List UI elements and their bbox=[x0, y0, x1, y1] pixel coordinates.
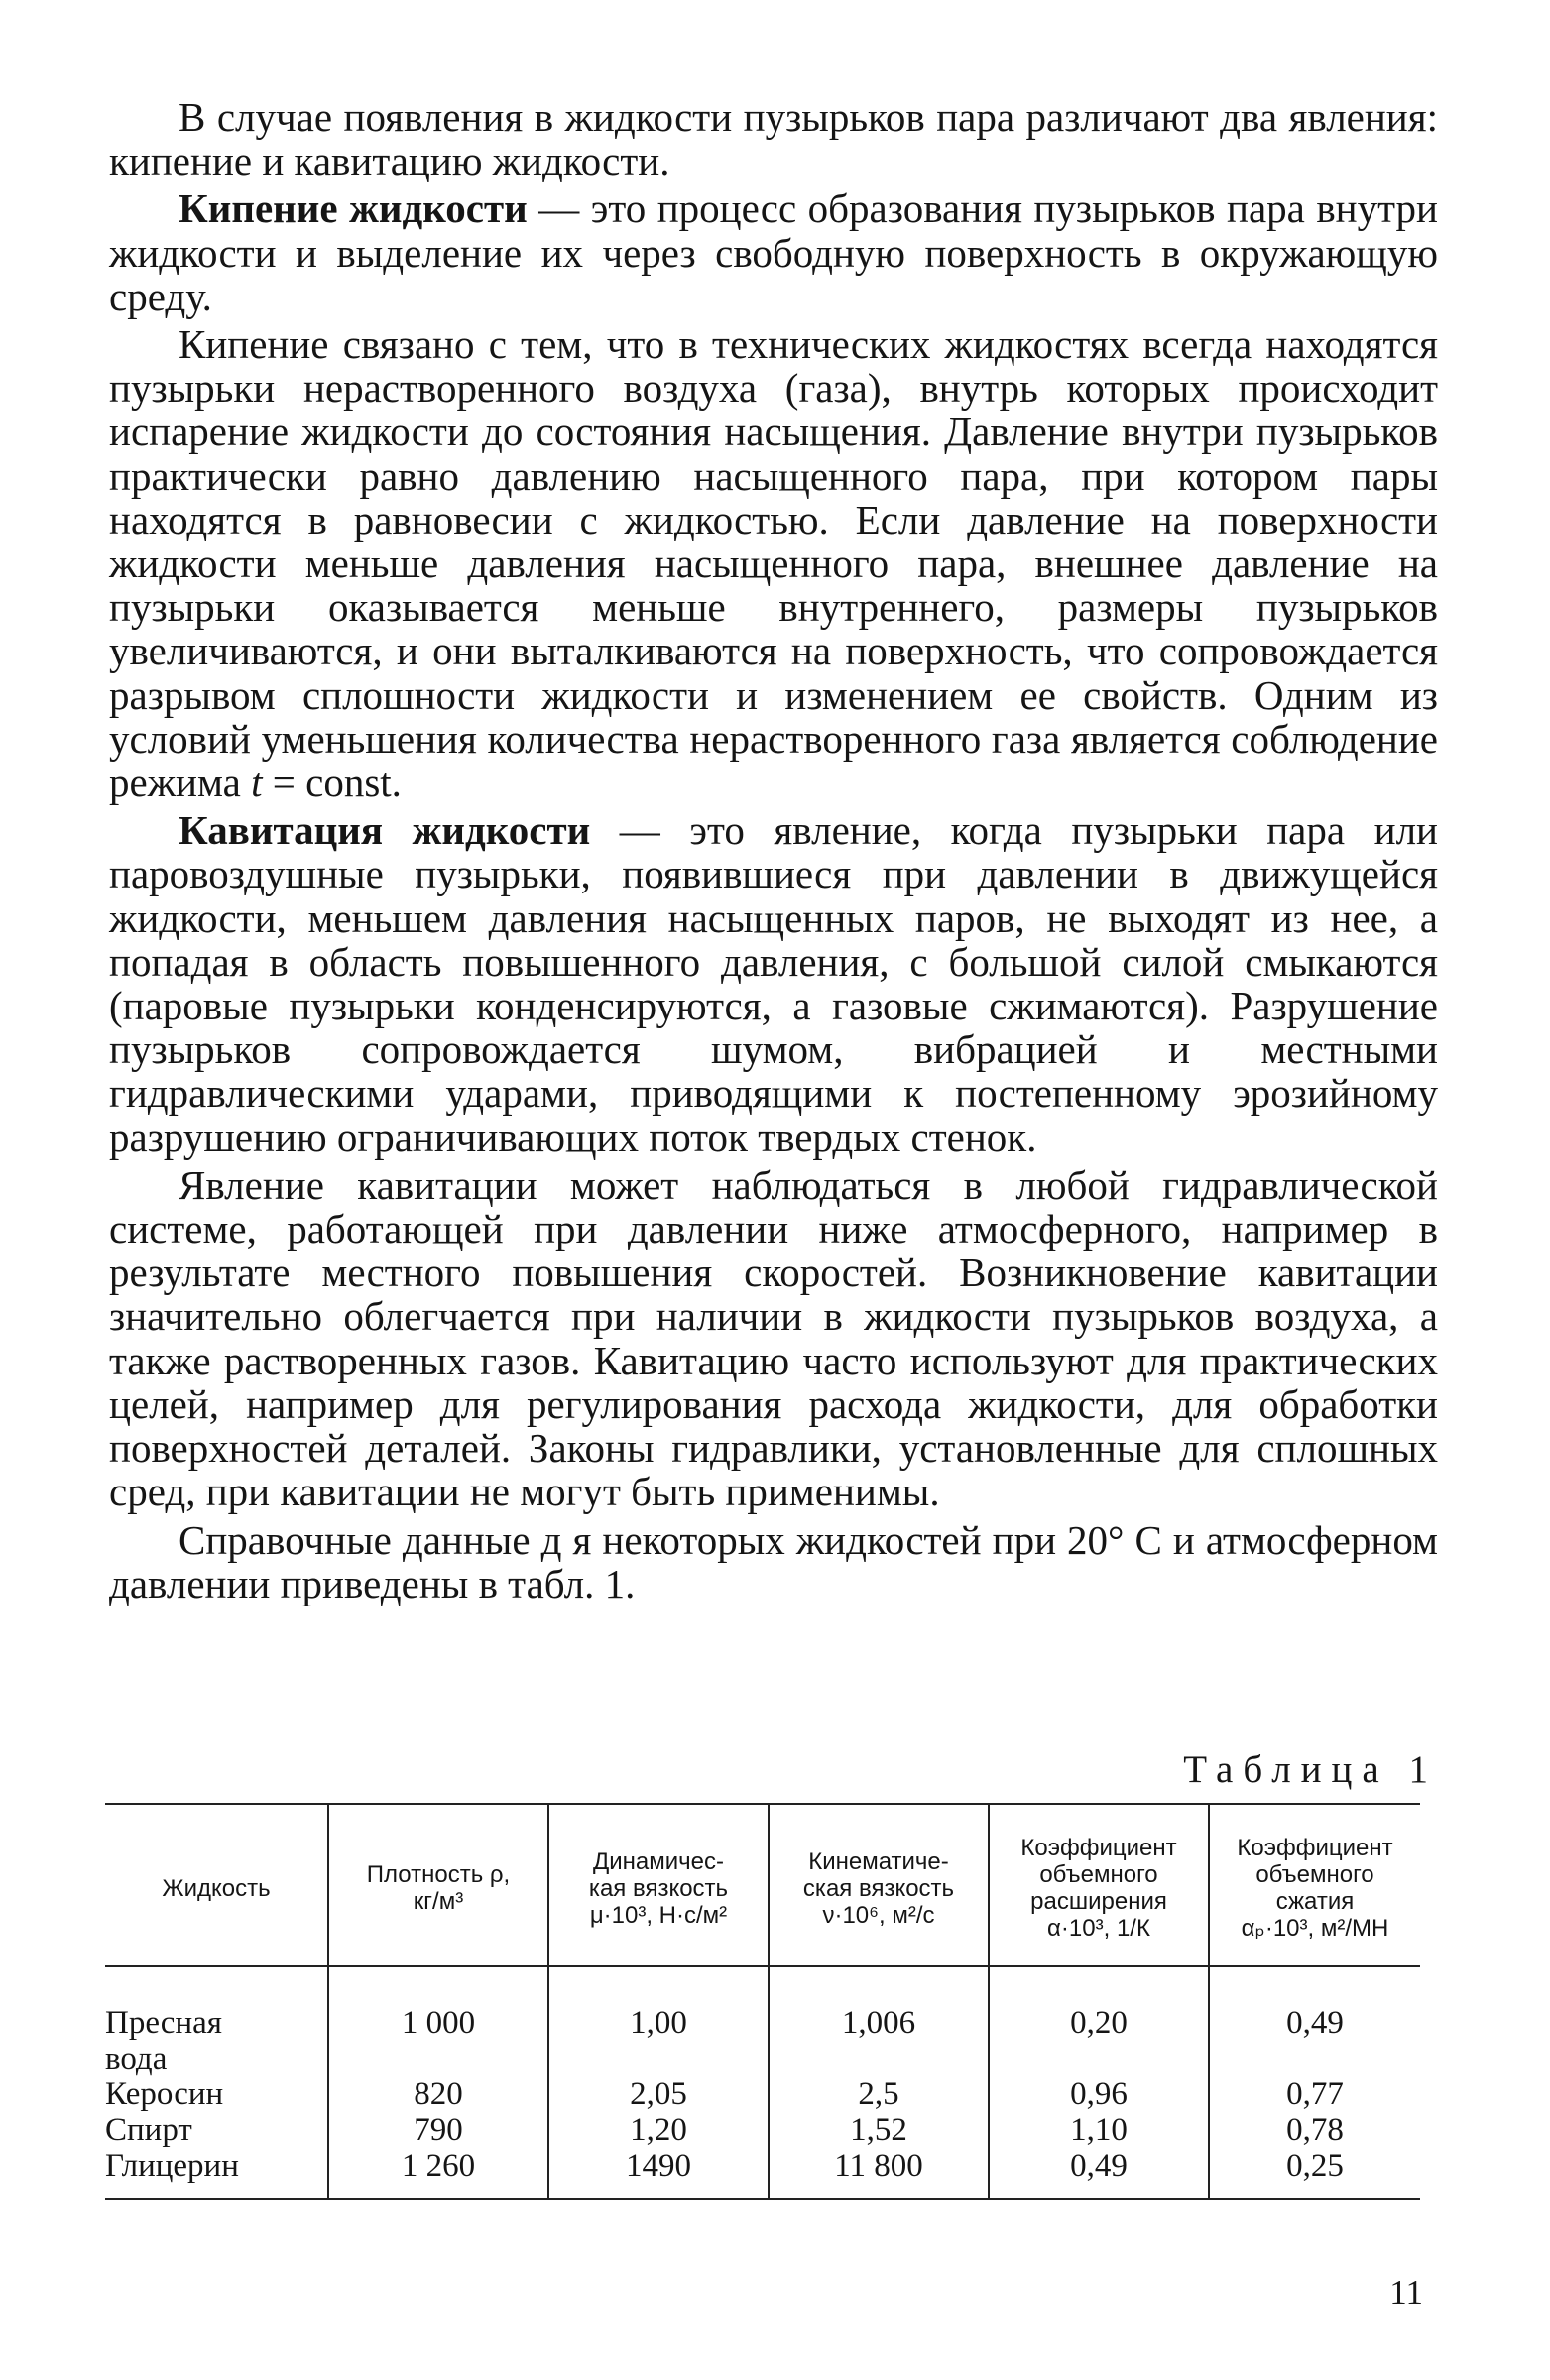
paragraph-cavitation-definition bbox=[109, 808, 1438, 1159]
table-header-row bbox=[105, 1804, 1420, 1966]
header-exp-line1: Коэффициент bbox=[1020, 1835, 1177, 1861]
cell-density: 1 000 bbox=[328, 1966, 548, 2077]
cell-dynamic-viscosity: 1,20 bbox=[548, 2112, 769, 2148]
page-number: 11 bbox=[1389, 2273, 1423, 2312]
table-row bbox=[105, 2077, 1420, 2112]
cell-dynamic-viscosity: 1490 bbox=[548, 2148, 769, 2199]
header-kin-line1: Кинематиче- bbox=[808, 1847, 949, 1875]
liquid-name-line2: вода bbox=[105, 2041, 168, 2077]
header-exp-line3: расширения bbox=[1030, 1888, 1167, 1915]
page-body bbox=[109, 95, 1438, 1609]
paragraph-boiling-explanation bbox=[109, 322, 1438, 804]
header-dyn-line2: кая вязкость bbox=[588, 1874, 729, 1902]
header-liquid-text: Жидкость bbox=[162, 1874, 271, 1902]
table-row bbox=[105, 2112, 1420, 2148]
liquid-name-line1: Пресная bbox=[105, 2005, 222, 2041]
header-comp-line1: Коэффициент bbox=[1237, 1835, 1393, 1861]
paragraph-2-text: — это процесс образования пузырьков пара внутри жидкости и выделение их через свободную поверхность в окружающую среду. bbox=[109, 185, 1438, 319]
cell-kinematic-viscosity: 11 800 bbox=[769, 2148, 989, 2199]
cell-liquid-name: Керосин bbox=[105, 2077, 224, 2112]
paragraph-1-text: В случае появления в жидкости пузырьков пара различают два явления: кипение и кавитацию жидкости. bbox=[109, 94, 1438, 184]
cell-dynamic-viscosity: 1,00 bbox=[548, 1966, 769, 2077]
term-boiling: Кипение жидкости bbox=[179, 185, 528, 232]
paragraph-4-text: — это явление, когда пузырьки пара или паровоздушные пузырьки, появившиеся при давлении в движущейся жидкости, меньшем давления насыщенных паров, не выходят из нее, а попадая в область повышенного давления, с большой силой смыкаются (паровые пузырьки конденсируются, а газовые сжимаются). Разрушение пузырьков сопровождается шумом, вибрацией и местными гидравлическими ударами, приводящими к постепенному эрозийному разрушению ограничивающих поток твердых стенок. bbox=[109, 807, 1438, 1160]
header-kin-line2: ская вязкость bbox=[802, 1874, 955, 1902]
cell-expansion-coefficient: 0,20 bbox=[989, 1966, 1209, 2077]
variable-t: t bbox=[251, 760, 263, 806]
table-caption: Таблица 1 bbox=[1183, 1748, 1438, 1791]
header-expansion-coefficient bbox=[989, 1804, 1209, 1966]
cell-compression-coefficient: 0,49 bbox=[1209, 1966, 1420, 2077]
header-dyn-line3: μ·10³, Н·с/м² bbox=[589, 1901, 728, 1929]
cell-compression-coefficient: 0,77 bbox=[1209, 2077, 1420, 2112]
paragraph-table-reference bbox=[109, 1518, 1438, 1606]
header-kin-line3: ν·10⁶, м²/с bbox=[822, 1901, 935, 1929]
cell-kinematic-viscosity: 1,52 bbox=[769, 2112, 989, 2148]
header-kinematic-viscosity bbox=[769, 1804, 989, 1966]
cell-compression-coefficient: 0,25 bbox=[1209, 2148, 1420, 2199]
paragraph-6-text: Справочные данные д я некоторых жидкостей при 20° С и атмосферном давлении приведены в табл. 1. bbox=[109, 1516, 1438, 1606]
paragraph-1 bbox=[109, 95, 1438, 182]
liquids-table-container bbox=[105, 1803, 1420, 2200]
cell-kinematic-viscosity: 1,006 bbox=[769, 1966, 989, 2077]
liquids-properties-table bbox=[105, 1803, 1420, 2200]
paragraph-3-text-b: = const. bbox=[262, 760, 402, 806]
header-comp-line3: сжатия bbox=[1275, 1888, 1355, 1915]
header-exp-line4: α·10³, 1/К bbox=[1047, 1915, 1150, 1942]
paragraph-cavitation-usage bbox=[109, 1163, 1438, 1514]
cell-liquid-name: Глицерин bbox=[105, 2148, 328, 2199]
cell-liquid-name bbox=[105, 1966, 328, 2077]
cell-expansion-coefficient: 0,96 bbox=[989, 2077, 1209, 2112]
cell-kinematic-viscosity: 2,5 bbox=[769, 2077, 989, 2112]
table-row bbox=[105, 2148, 1420, 2199]
table-row bbox=[105, 1966, 1420, 2077]
cell-density: 820 bbox=[328, 2077, 548, 2112]
cell-dynamic-viscosity: 2,05 bbox=[548, 2077, 769, 2112]
paragraph-3-text-a: Кипение связано с тем, что в технических жидкостях всегда находятся пузырьки нерастворенного воздуха (газа), внутрь которых происходит испарение жидкости до состояния насыщения. Давление внутри пузырьков практически равно давлению насыщенного пара, при котором пары находятся в равновесии с жидкостью. Если давление на поверхности жидкости меньше давления насыщенного пара, внешнее давление на пузырьки оказывается меньше внутреннего, размеры пузырьков увеличиваются, и они выталкиваются на поверхность, что сопровождается разрывом сплошности жидкости и изменением ее свойств. Одним из условий уменьшения количества нерастворенного газа является соблюдение режима bbox=[109, 321, 1438, 806]
header-density bbox=[328, 1804, 548, 1966]
header-density-line1: Плотность ρ, bbox=[366, 1861, 511, 1888]
header-density-line2: кг/м³ bbox=[413, 1888, 464, 1915]
cell-expansion-coefficient: 0,49 bbox=[989, 2148, 1209, 2199]
cell-density: 790 bbox=[328, 2112, 548, 2148]
cell-liquid-name: Спирт bbox=[105, 2112, 192, 2148]
term-cavitation: Кавитация жидкости bbox=[179, 807, 591, 854]
header-liquid bbox=[105, 1804, 328, 1966]
header-comp-line2: объемного bbox=[1255, 1861, 1374, 1888]
cell-compression-coefficient: 0,78 bbox=[1209, 2112, 1420, 2148]
paragraph-boiling-definition bbox=[109, 186, 1438, 318]
header-dyn-line1: Динамичес- bbox=[592, 1847, 724, 1875]
paragraph-5-text: Явление кавитации может наблюдаться в любой гидравлической системе, работающей при давлении ниже атмосферного, например в результате местного повышения скоростей. Возникновение кавитации значительно облегчается при наличии в жидкости пузырьков воздуха, а также растворенных газов. Кавитацию часто используют для практических целей, например для регулирования расхода жидкости, для обработки поверхностей деталей. Законы гидравлики, установленные для сплошных сред, при кавитации не могут быть применимы. bbox=[109, 1161, 1438, 1515]
cell-density: 1 260 bbox=[328, 2148, 548, 2199]
header-dynamic-viscosity bbox=[548, 1804, 769, 1966]
header-exp-line2: объемного bbox=[1039, 1861, 1158, 1888]
header-comp-line4: αₚ·10³, м²/МН bbox=[1241, 1915, 1389, 1942]
cell-expansion-coefficient: 1,10 bbox=[989, 2112, 1209, 2148]
header-compression-coefficient bbox=[1209, 1804, 1420, 1966]
